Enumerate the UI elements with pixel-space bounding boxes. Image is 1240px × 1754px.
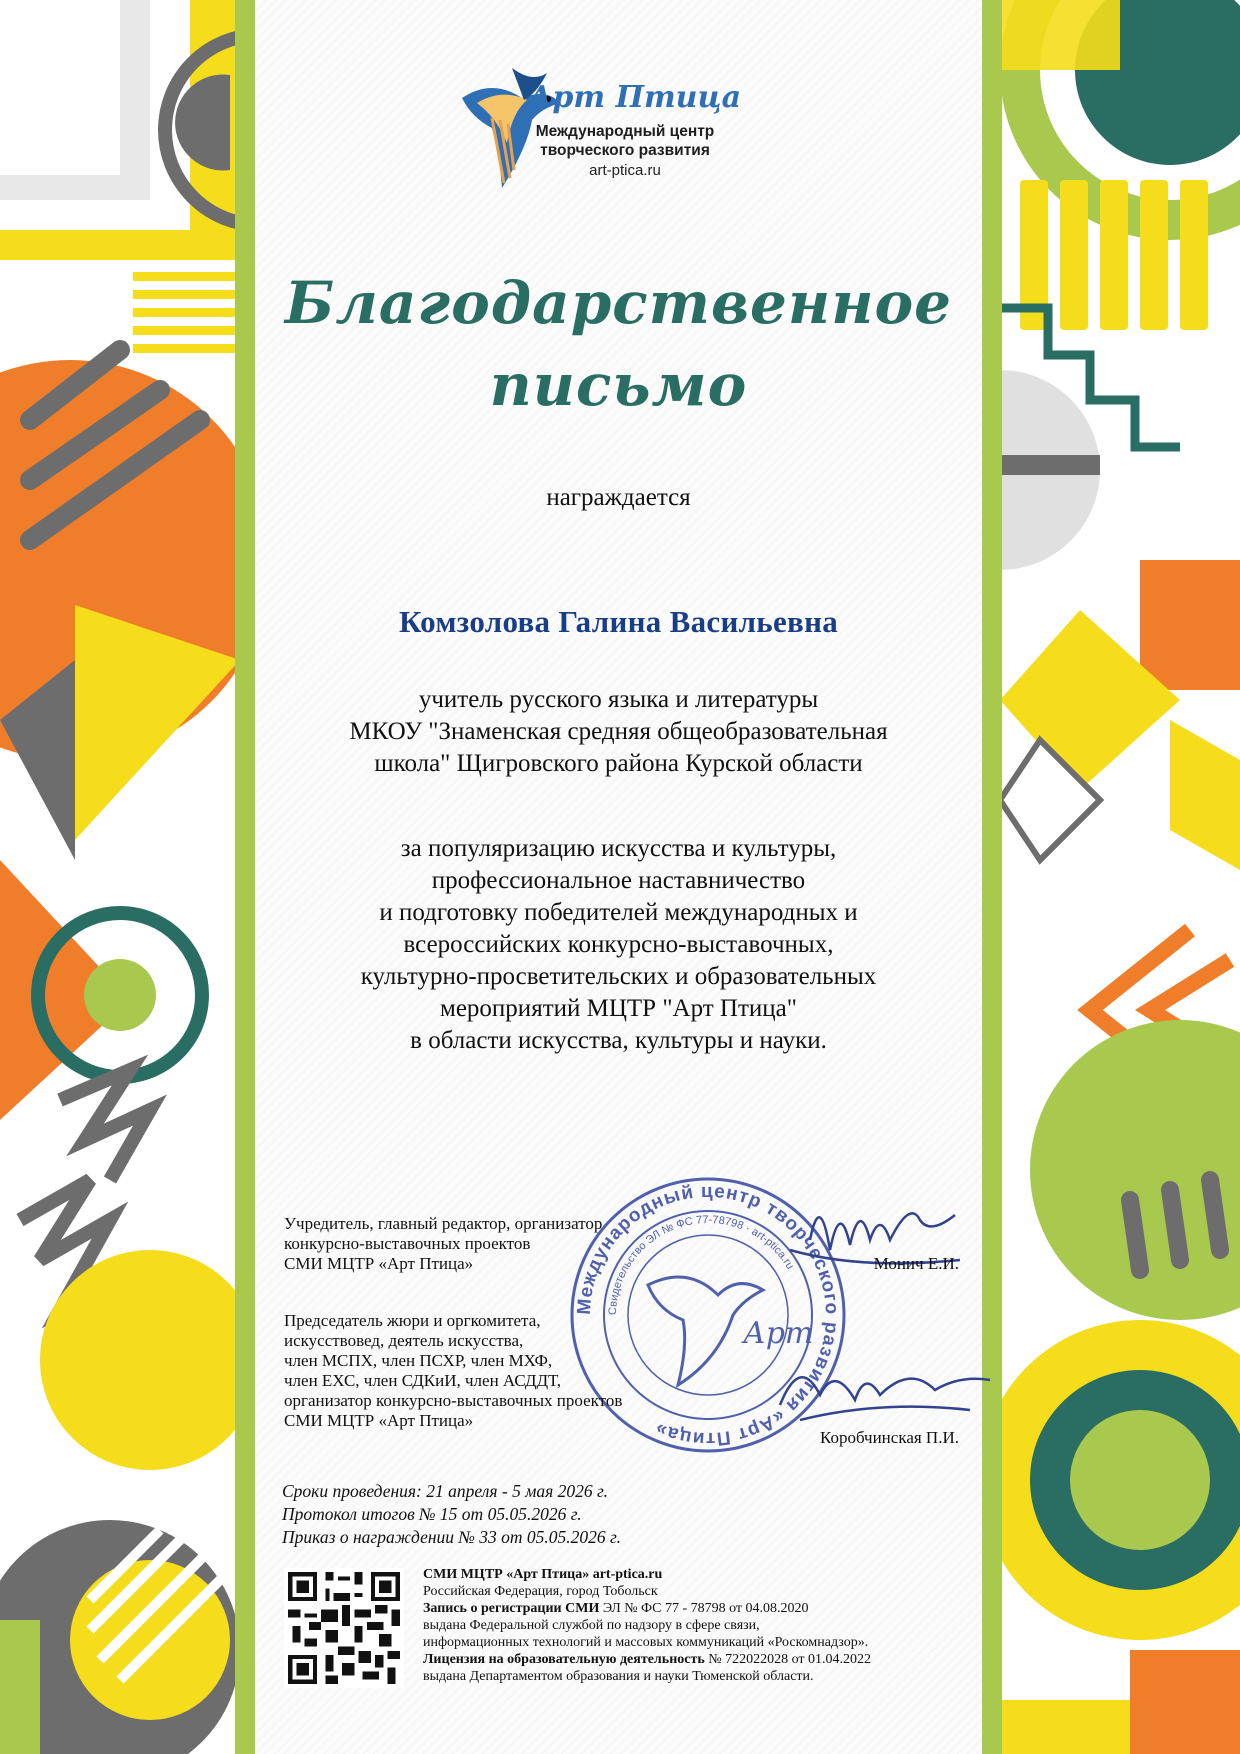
logo-subtitle-line2: творческого развития	[540, 142, 710, 159]
signatory2-line: искусствовед, деятель искусства,	[284, 1331, 524, 1350]
footer-line2: Российская Федерация, город Тобольск	[423, 1584, 658, 1599]
signatory2-line: член МСПХ, член ПСХР, член МХФ,	[284, 1351, 553, 1370]
signatory1-line: СМИ МЦТР «Арт Птица»	[284, 1254, 474, 1273]
reason-line: культурно-просветительских и образовательных	[360, 963, 877, 990]
signatory1-line: Учредитель, главный редактор, организатор	[284, 1214, 603, 1233]
title-line1: Благодарственное	[284, 269, 953, 337]
footer-line6-bold: Лицензия на образовательную деятельность	[423, 1652, 705, 1667]
signatory2-name: Коробчинская П.И.	[820, 1428, 959, 1447]
position-line: МКОУ "Знаменская средняя общеобразовательная	[349, 718, 888, 745]
position-line: учитель русского языка и литературы	[418, 686, 819, 713]
award-reason	[258, 833, 979, 1057]
signatory2-line: Председатель жюри и оргкомитета,	[284, 1311, 541, 1330]
logo-url: art-ptica.ru	[589, 162, 661, 179]
signatory1-line: конкурсно-выставочных проектов	[284, 1234, 531, 1253]
signature-korobchinskaya	[760, 1345, 1000, 1435]
signatory2-line: член ЕХС, член СДКиИ, член АСДДТ,	[284, 1371, 561, 1390]
stamp-inner-text: Свидетельство ЭЛ № ФС 77-78798 · art-ptica.ru	[606, 1213, 796, 1316]
reason-line: мероприятий МЦТР "Арт Птица"	[440, 995, 797, 1022]
footer-line7: выдана Департаментом образования и науки Тюменской области.	[423, 1669, 814, 1684]
qr-code[interactable]	[284, 1568, 404, 1688]
signatory1-title	[284, 1214, 704, 1274]
terms-line: Приказ о награждении № 33 от 05.05.2026 г.	[282, 1527, 622, 1547]
signatory2-title	[284, 1311, 704, 1431]
logo-subtitle	[515, 122, 735, 160]
signatory2-line: СМИ МЦТР «Арт Птица»	[284, 1411, 474, 1430]
reason-line: в области искусства, культуры и науки.	[410, 1027, 827, 1054]
footer-line3-bold: Запись о регистрации СМИ	[423, 1601, 600, 1616]
recipient-position	[258, 684, 979, 780]
stamp-center-text: Арт	[743, 1316, 814, 1351]
footer-line3-rest: ЭЛ № ФС 77 - 78798 от 04.08.2020	[599, 1601, 809, 1616]
logo-subtitle-line1: Международный центр	[535, 123, 715, 140]
terms-line: Протокол итогов № 15 от 05.05.2026 г.	[282, 1504, 582, 1524]
footer-line5: информационных технологий и массовых коммуникаций «Роскомнадзор».	[423, 1635, 869, 1650]
signatory2-line: организатор конкурсно-выставочных проектов	[284, 1391, 623, 1410]
reason-line: и подготовку победителей международных и	[379, 899, 858, 926]
terms-line: Сроки проведения: 21 апреля - 5 мая 2026 г.	[282, 1481, 608, 1501]
reason-line: всероссийских конкурсно-выставочных,	[403, 931, 834, 958]
footer-line4: выдана Федеральной службой по надзору в сфере связи,	[423, 1618, 760, 1633]
footer-line6-rest: № 722022028 от 01.04.2022	[704, 1652, 872, 1667]
recipient-name: Комзолова Галина Васильевна	[398, 604, 839, 639]
publisher-info	[423, 1566, 983, 1685]
certificate-title	[258, 262, 979, 426]
reason-line: за популяризацию искусства и культуры,	[400, 835, 837, 862]
reason-line: профессиональное наставничество	[431, 867, 806, 894]
footer-line1: СМИ МЦТР «Арт Птица» art-ptica.ru	[423, 1567, 663, 1582]
logo-name: Арт Птица	[528, 80, 742, 115]
signatory1-name: Монич Е.И.	[873, 1254, 959, 1273]
awarded-label: награждается	[546, 484, 691, 511]
position-line: школа" Щигровского района Курской области	[374, 750, 863, 777]
stamp-outer-text: Международный центр творческого развития «Арт Птица»	[573, 1180, 843, 1450]
title-line2: письмо	[489, 351, 748, 419]
event-terms	[282, 1480, 882, 1549]
